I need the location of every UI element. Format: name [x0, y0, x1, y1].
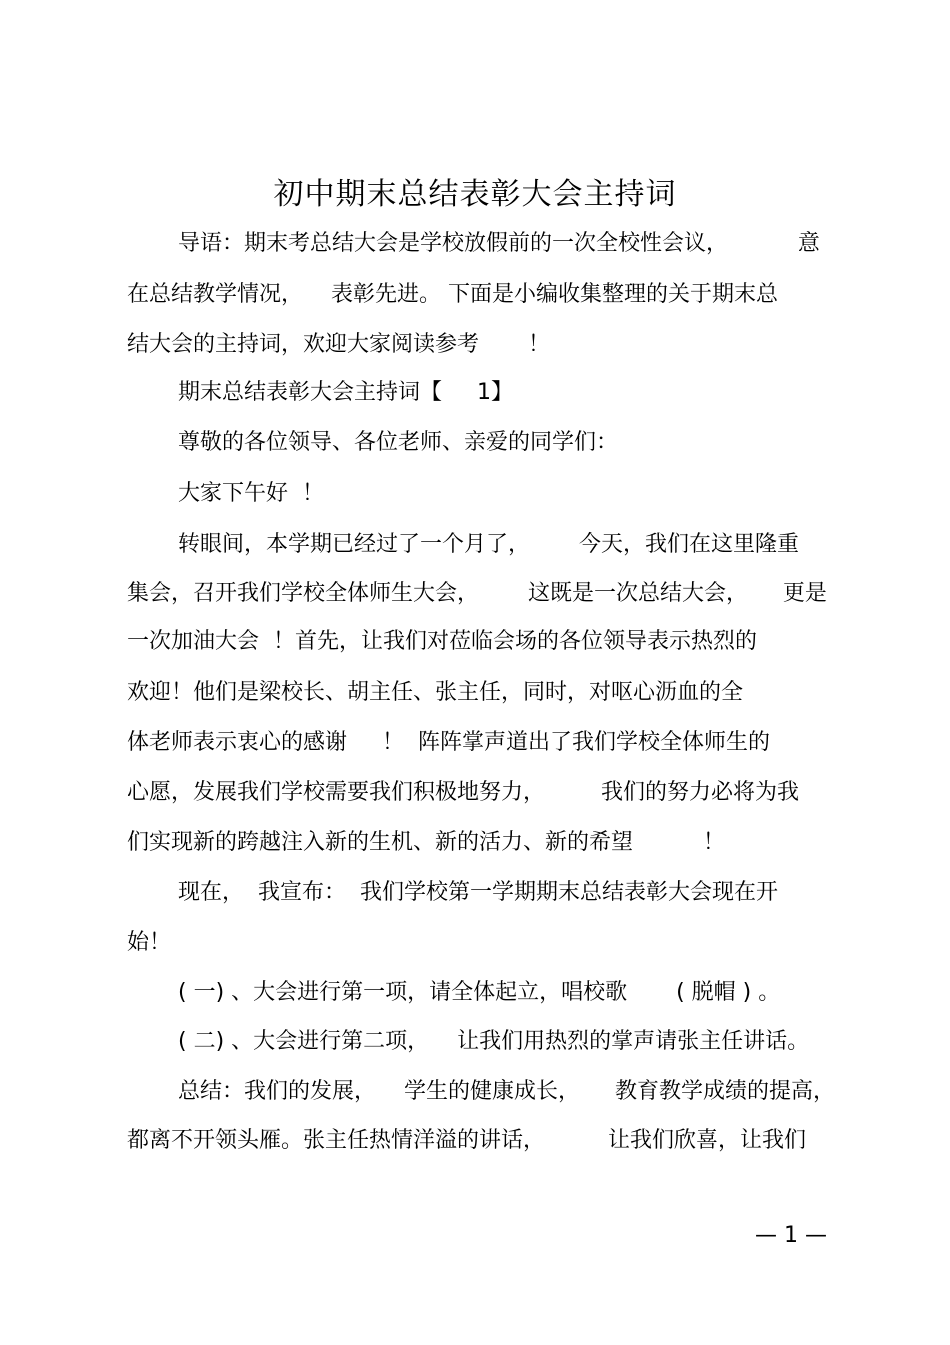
paragraph-line: 结大会的主持词，欢迎大家阅读参考 ！ [127, 332, 550, 357]
paragraph-line: 现在， 我宣布： 我们学校第一学期期末总结表彰大会现在开 [178, 880, 778, 905]
paragraph-line: ( 二) 、大会进行第二项， 让我们用热烈的掌声请张主任讲话。 [178, 1029, 810, 1054]
section-heading: 期末总结表彰大会主持词【 1】 [178, 380, 513, 405]
paragraph-line: 转眼间，本学期已经过了一个月了， 今天，我们在这里隆重 [178, 532, 799, 557]
paragraph-line: 体老师表示衷心的感谢 ！ 阵阵掌声道出了我们学校全体师生的 [127, 730, 770, 755]
paragraph-line: 们实现新的跨越注入新的生机、新的活力、新的希望 ！ [127, 830, 725, 855]
paragraph-line: 集会，召开我们学校全体师生大会， 这既是一次总结大会， 更是 [127, 581, 827, 606]
paragraph-line: 欢迎！他们是梁校长、胡主任、张主任，同时，对呕心沥血的全 [127, 680, 744, 705]
paragraph-line: 总结：我们的发展， 学生的健康成长， 教育教学成绩的提高， [178, 1079, 835, 1104]
paragraph-line: 始！ [127, 930, 172, 955]
page-number: — 1 — [755, 1223, 827, 1248]
paragraph-line: ( 一) 、大会进行第一项，请全体起立，唱校歌 ( 脱帽 ) 。 [178, 980, 781, 1005]
paragraph-line: 一次加油大会 ！首先，让我们对莅临会场的各位领导表示热烈的 [127, 629, 757, 654]
paragraph-line: 心愿，发展我们学校需要我们积极地努力， 我们的努力必将为我 [127, 780, 799, 805]
paragraph-line: 大家下午好 ！ [178, 481, 324, 506]
paragraph-line: 尊敬的各位领导、各位老师、亲爱的同学们： [178, 430, 619, 455]
document-title: 初中期末总结表彰大会主持词 [273, 177, 677, 212]
paragraph-line: 导语：期末考总结大会是学校放假前的一次全校性会议， 意 [178, 231, 820, 256]
paragraph-line: 在总结教学情况， 表彰先进。 下面是小编收集整理的关于期末总 [127, 282, 778, 307]
paragraph-line: 都离不开领头雁。张主任热情洋溢的讲话， 让我们欣喜，让我们 [127, 1128, 806, 1153]
